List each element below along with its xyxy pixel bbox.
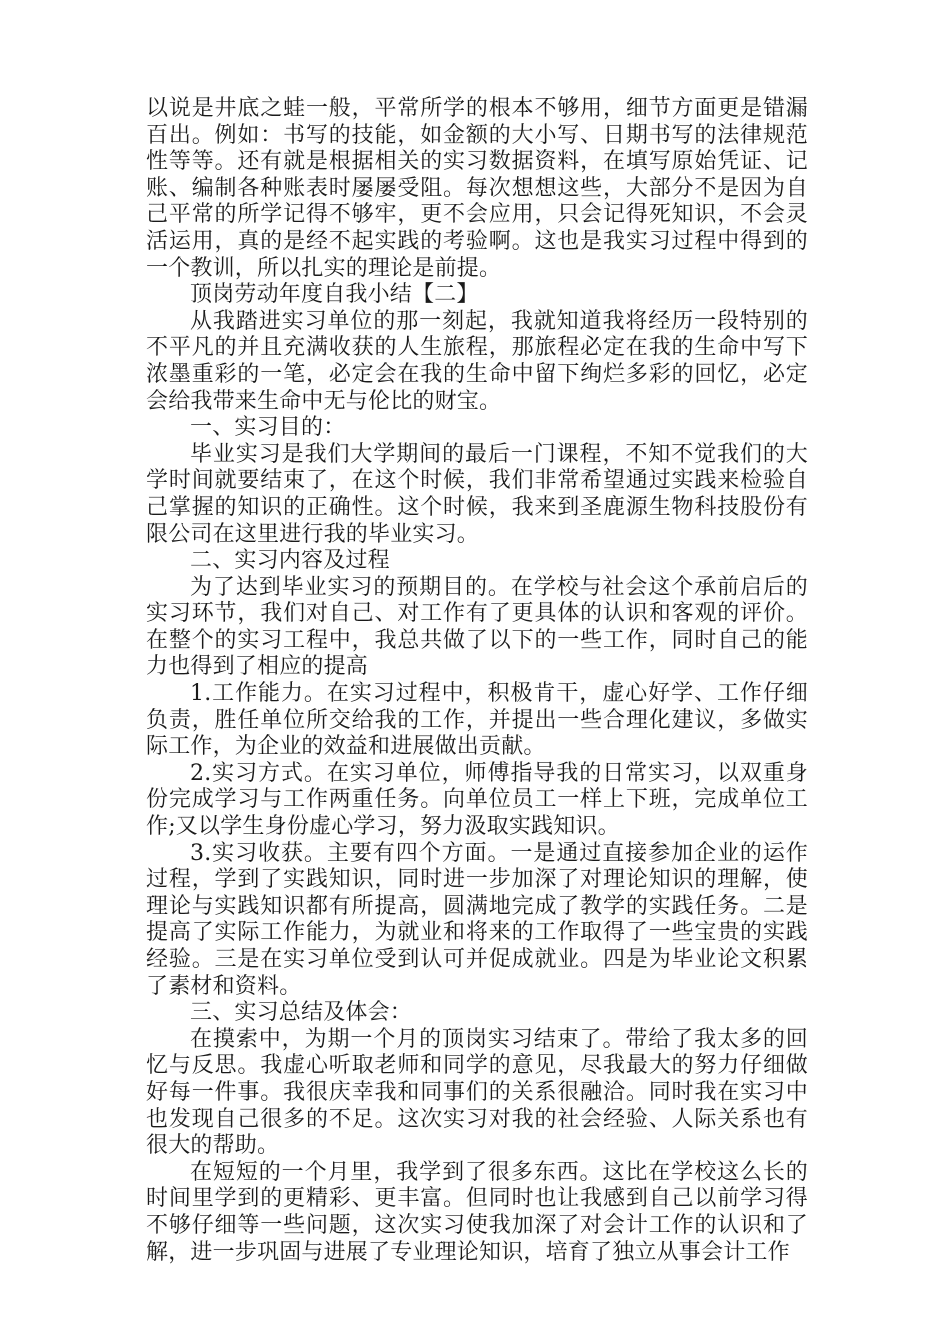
body-paragraph-12: 在摸索中，为期一个月的顶岗实习结束了。带给了我太多的回忆与反思。我虚心听取老师和同学的意见，尽我最大的努力仔细做好每一件事。我很庆幸我和同事们的关系很融洽。同时我在实习中也发现自己很多的不足。这次实习对我的社会经验、人际关系也有很大的帮助。 — [146, 1026, 808, 1159]
subheading-purpose: 一、实习目的： — [190, 415, 346, 441]
body-paragraph-3: 从我踏进实习单位的那一刻起，我就知道我将经历一段特别的不平凡的并且充满收获的人生旅程，那旅程必定在我的生命中写下浓墨重彩的一笔，必定会在我的生命中留下绚烂多彩的回忆，必定会给我带来生命中无与伦比的财宝。 — [146, 308, 808, 414]
body-paragraph-7: 为了达到毕业实习的预期目的。在学校与社会这个承前启后的实习环节，我们对自己、对工作有了更具体的认识和客观的评价。在整个的实习工程中，我总共做了以下的一些工作，同时自己的能力也得到了相应的提高 — [146, 574, 808, 680]
body-paragraph-13: 在短短的一个月里，我学到了很多东西。这比在学校这么长的时间里学到的更精彩、更丰富。但同时也让我感到自己以前学习得不够仔细等一些问题，这次实习使我加深了对会计工作的认识和了解，进一步巩固与进展了专业理论知识，培育了独立从事会计工作 — [146, 1159, 808, 1265]
subheading-summary: 三、实习总结及体会： — [190, 1000, 413, 1026]
body-paragraph-1: 以说是井底之蛙一般，平常所学的根本不够用，细节方面更是错漏百出。例如：书写的技能，如金额的大小写、日期书写的法律规范性等等。还有就是根据相关的实习数据资料，在填写原始凭证、记账、编制各种账表时屡屡受阻。每次想想这些，大部分不是因为自己平常的所学记得不够牢，更不会应用，只会记得死知识，不会灵活运用，真的是经不起实践的考验啊。这也是我实习过程中得到的一个教训，所以扎实的理论是前提。 — [146, 96, 808, 281]
document-page — [146, 96, 808, 1266]
body-paragraph-5: 毕业实习是我们大学期间的最后一门课程，不知不觉我们的大学时间就要结束了，在这个时候，我们非常希望通过实践来检验自己掌握的知识的正确性。这个时候，我来到圣鹿源生物科技股份有限公司在这里进行我的毕业实习。 — [146, 441, 808, 547]
subheading-content-process: 二、实习内容及过程 — [190, 548, 390, 574]
list-item-practice-method: 2.实习方式。在实习单位，师傅指导我的日常实习，以双重身份完成学习与工作两重任务。向单位员工一样上下班，完成单位工作;又以学生身份虚心学习，努力汲取实践知识。 — [146, 760, 808, 840]
list-item-work-ability: 1.工作能力。在实习过程中，积极肯干，虚心好学、工作仔细负责，胜任单位所交给我的工作，并提出一些合理化建议，多做实际工作，为企业的效益和进展做出贡献。 — [146, 681, 808, 760]
section-heading-2: 顶岗劳动年度自我小结【二】 — [190, 282, 479, 308]
list-item-practice-gains: 3.实习收获。主要有四个方面。一是通过直接参加企业的运作过程，学到了实践知识，同时进一步加深了对理论知识的理解，使理论与实践知识都有所提高，圆满地完成了教学的实践任务。二是提高了实际工作能力，为就业和将来的工作取得了一些宝贵的实践经验。三是在实习单位受到认可并促成就业。四是为毕业论文积累了素材和资料。 — [146, 840, 808, 999]
